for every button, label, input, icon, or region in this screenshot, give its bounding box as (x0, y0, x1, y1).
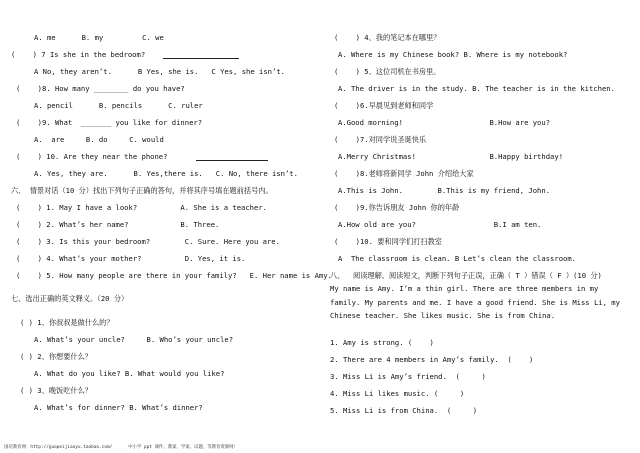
question-7-options: A No, they aren’t. B Yes, she is. C Yes, she isn’t. (34, 67, 285, 76)
situation-10-options: A The classroom is clean. B Let’s clean the classroom. (338, 254, 576, 263)
translate-2: ( ) 2、你想要什么？ (20, 352, 92, 361)
translate-3-options: A. What’s for dinner? B. What’s dinner? (34, 403, 203, 412)
footer-text: 国培教育网：http://guopeijiaoyu.taobao.com/ 中小学 ppt 课件、教案、学案、试题，等教育资源网！ (4, 445, 238, 450)
translate-3: ( ) 3、晚饭吃什么？ (20, 386, 92, 395)
dialogue-2: ( ) 2. What’s her name? B. Three. (16, 220, 220, 229)
situation-9: ( )9.你告诉朋友 John 你的年龄 (334, 203, 460, 212)
section-8-heading: 八、 阅读理解。阅读短文，判断下列句子正误，正确（ T ）错误（ F ）(10 分) (330, 271, 602, 280)
question-9: ( )9. What _______ you like for dinner? (16, 118, 203, 127)
dialogue-3: ( ) 3. Is this your bedroom? C. Sure. Here you are. (16, 237, 280, 246)
answer-blank[interactable] (196, 153, 268, 161)
judge-2: 2. There are 4 members in Amy’s family. ( ) (330, 355, 534, 364)
situation-9-options: A.How old are you? B.I am ten. (338, 220, 542, 229)
dialogue-4: ( ) 4. What’s your mother? D. Yes, it is. (16, 254, 246, 263)
situation-7: ( )7.对同学说圣诞快乐 (334, 135, 427, 144)
question-8: ( )8. How many ________ do you have? (16, 84, 185, 93)
answer-blank[interactable] (163, 51, 239, 59)
translate-4-options: A. Where is my Chinese book? B. Where is my notebook? (338, 50, 568, 59)
situation-6-options: A.Good morning! B.How are you? (338, 118, 551, 127)
situation-6: ( )6.早晨见到老师和同学 (334, 101, 434, 110)
translate-1-options: A. What’s your uncle? B. Who’s your uncle? (34, 335, 234, 344)
judge-5: 5. Miss Li is from China. ( ) (330, 406, 478, 415)
translate-5-options: A. The driver is in the study. B. The teacher is in the kitchen. (338, 84, 615, 93)
question-7: ( ) 7 Is she in the bedroom? (11, 50, 239, 59)
situation-10: ( )10. 要和同学们打扫教室 (334, 237, 442, 246)
translate-5: ( ) 5、这位司机在书房里。 (334, 67, 441, 76)
question-10-options: A. Yes, they are. B. Yes,there is. C. No, there isn’t. (34, 169, 298, 178)
question-10: ( ) 10. Are they near the phone? (16, 152, 268, 161)
q6-options: A. me B. my C. we (34, 33, 164, 42)
situation-7-options: A.Merry Christmas! B.Happy birthday! (338, 152, 564, 161)
judge-3: 3. Miss Li is Amy’s friend. ( ) (330, 372, 486, 381)
dialogue-1: ( ) 1. May I have a look? A. She is a teacher. (16, 203, 267, 212)
reading-passage: My name is Amy. I’m a thin girl. There are three members in my family. My parents and me. I have a good friend. She is Miss Li, my Chinese teacher. She likes music. She is from China. (330, 284, 620, 321)
translate-2-options: A. What do you like? B. What would you like? (34, 369, 225, 378)
translate-4: ( ) 4、我的笔记本在哪里？ (334, 33, 441, 42)
section-7-heading: 七、选出正确的英文释义。（20 分） (11, 294, 129, 303)
question-8-options: A. pencil B. pencils C. ruler (34, 101, 203, 110)
question-9-options: A. are B. do C. would (34, 135, 164, 144)
judge-4: 4. Miss Li likes music. ( ) (330, 389, 465, 398)
section-6-heading: 六、 情景对话（10 分）找出下列句子正确的答句，并将其序号填在题前括号内。 (11, 186, 273, 195)
dialogue-5: ( ) 5. How many people are there in your family? E. Her name is Amy. (16, 271, 332, 280)
situation-8: ( )8.老师将新同学 John 介绍给大家 (334, 169, 474, 178)
judge-1: 1. Amy is strong. ( ) (330, 338, 434, 347)
translate-1: ( ) 1、你叔叔是做什么的？ (20, 318, 114, 327)
situation-8-options: A.This is John. B.This is my friend, John. (338, 186, 551, 195)
